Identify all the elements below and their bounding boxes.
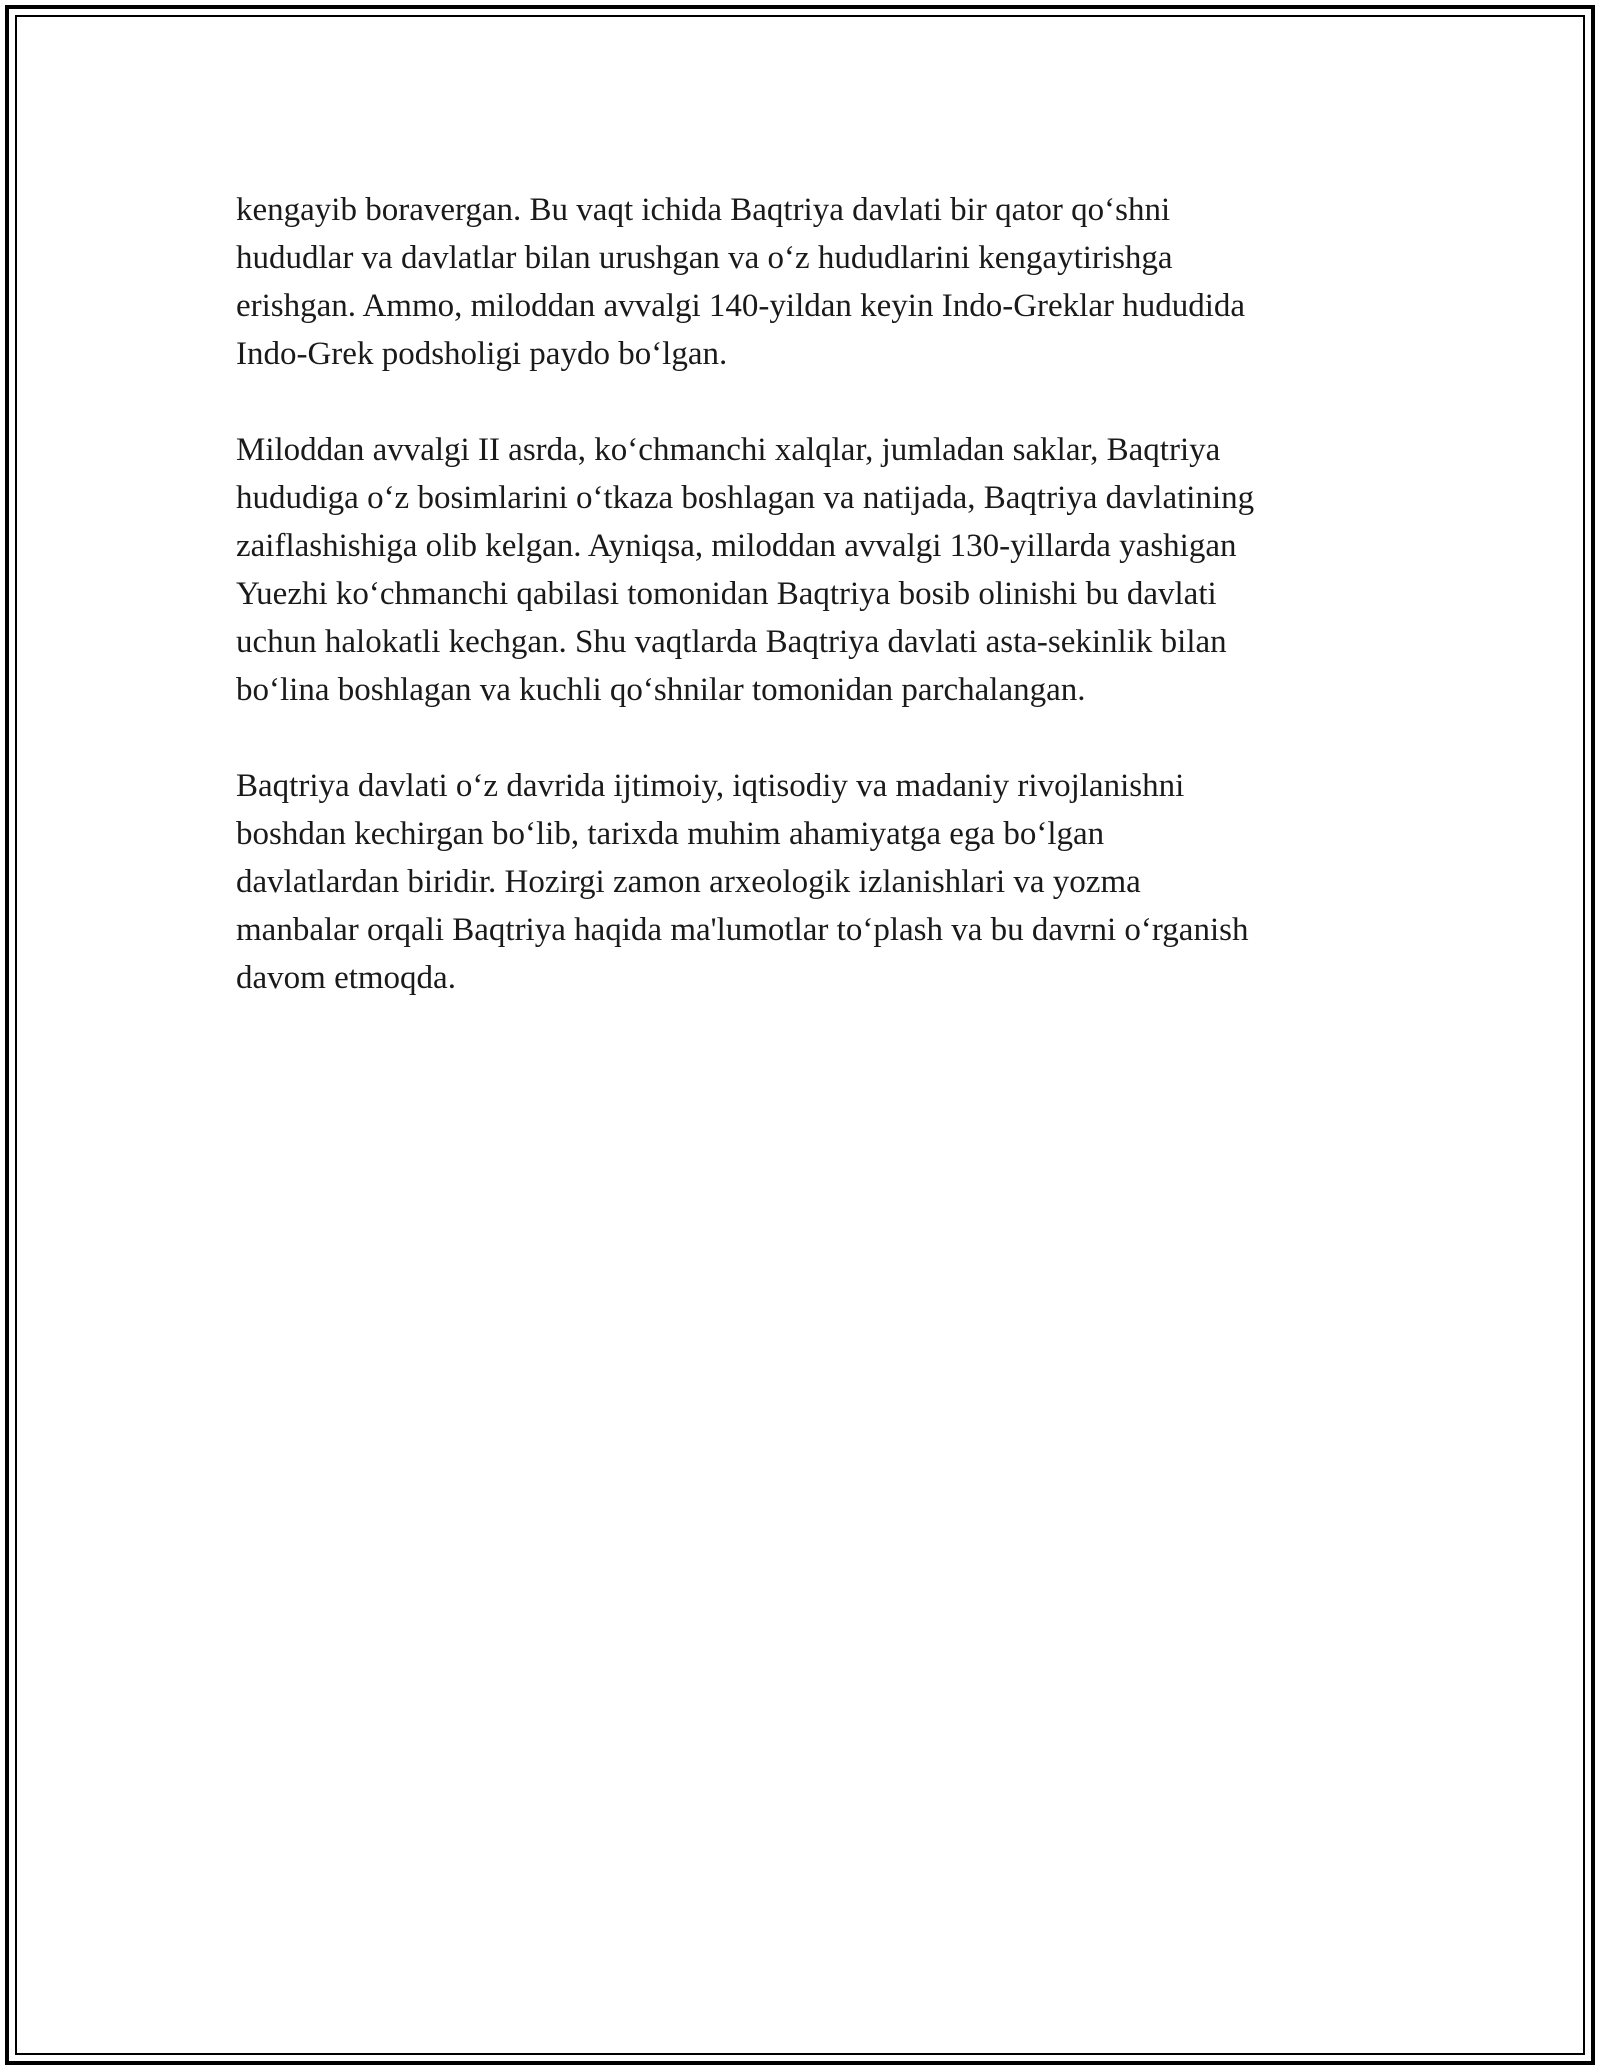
text-line: bo‘lina boshlagan va kuchli qo‘shnilar tomonidan parchalangan. (236, 672, 1086, 708)
text-line: davlatlardan biridir. Hozirgi zamon arxeologik izlanishlari va yozma (236, 864, 1141, 900)
text-line: Miloddan avvalgi II asrda, ko‘chmanchi xalqlar, jumladan saklar, Baqtriya (236, 432, 1221, 468)
text-line: boshdan kechirgan bo‘lib, tarixda muhim ahamiyatga ega bo‘lgan (236, 816, 1105, 852)
paragraph-1 (236, 186, 1386, 378)
text-line: manbalar orqali Baqtriya haqida ma'lumotlar to‘plash va bu davrni o‘rganish (236, 912, 1249, 948)
document-body (236, 186, 1386, 1050)
text-line: zaiflashishiga olib kelgan. Ayniqsa, miloddan avvalgi 130-yillarda yashigan (236, 528, 1237, 564)
text-line: hududlar va davlatlar bilan urushgan va o‘z hududlarini kengaytirishga (236, 240, 1173, 276)
text-line: Baqtriya davlati o‘z davrida ijtimoiy, iqtisodiy va madaniy rivojlanishni (236, 768, 1185, 804)
paragraph-2 (236, 426, 1386, 714)
text-line: uchun halokatli kechgan. Shu vaqtlarda Baqtriya davlati asta-sekinlik bilan (236, 624, 1227, 660)
text-line: davom etmoqda. (236, 960, 456, 996)
text-line: erishgan. Ammo, miloddan avvalgi 140-yildan keyin Indo-Greklar hududida (236, 288, 1246, 324)
text-line: Indo-Grek podsholigi paydo bo‘lgan. (236, 336, 728, 372)
text-line: Yuezhi ko‘chmanchi qabilasi tomonidan Baqtriya bosib olinishi bu davlati (236, 576, 1217, 612)
text-line: hududiga o‘z bosimlarini o‘tkaza boshlagan va natijada, Baqtriya davlatining (236, 480, 1255, 516)
text-line: kengayib boravergan. Bu vaqt ichida Baqtriya davlati bir qator qo‘shni (236, 192, 1171, 228)
paragraph-3 (236, 762, 1386, 1002)
